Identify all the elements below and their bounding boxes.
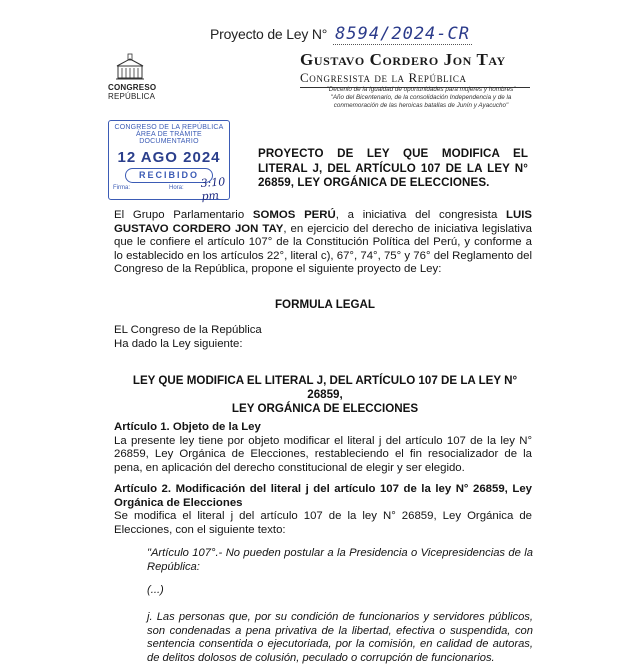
congreso-logo — [108, 52, 157, 101]
article-1 — [114, 421, 532, 475]
article-2-heading: Artículo 2. Modificación del literal j del artículo 107 de la ley N° 26859, Ley Orgánica de Elecciones — [114, 483, 532, 509]
article-2 — [114, 483, 532, 537]
stamp-handwritten-time: 3:10 pm — [200, 175, 226, 203]
quoted-ellipsis: (...) — [147, 584, 164, 596]
article-2-text: Se modifica el literal j del artículo 107 de la ley N° 26859, Ley Orgánica de Elecciones, con el siguiente texto: — [114, 510, 532, 536]
ley-title-line-2: LEY ORGÁNICA DE ELECCIONES — [231, 402, 419, 415]
ley-title-line-1: LEY QUE MODIFICA EL LITERAL J, DEL ARTÍCULO 107 DE LA LEY N° 26859, — [132, 374, 518, 401]
decenio-line-2: "Año del Bicentenario, de la consolidación Independencia y de la conmemoración de las heroicas batallas de Junín y Ayacucho" — [330, 94, 512, 109]
congreso-declaration — [114, 324, 532, 351]
quoted-article-intro: "Artículo 107°.- No pueden postular a la Presidencia o Vicepresidencias de la República: — [147, 547, 533, 573]
stamp-hora: Hora: — [169, 185, 184, 191]
member-header — [300, 50, 530, 88]
document-title: PROYECTO DE LEY QUE MODIFICA EL LITERAL J, DEL ARTÍCULO 107 DE LA LEY N° 26859, LEY ORGÁNICA DE ELECCIONES. — [258, 147, 528, 189]
intro-text-2: , a iniciativa del congresista — [335, 209, 507, 221]
intro-party: SOMOS PERÚ — [252, 209, 336, 221]
decenio-caption — [316, 86, 526, 110]
stamp-date: 12 AGO 2024 — [117, 149, 221, 166]
article-1-heading: Artículo 1. Objeto de la Ley — [114, 421, 261, 433]
stamp-line-1: CONGRESO DE LA REPÚBLICA — [114, 124, 224, 131]
intro-congresista: LUIS GUSTAVO CORDERO JON TAY — [114, 209, 532, 235]
member-role: Congresista de la República — [300, 70, 530, 88]
stamp-line-2: ÁREA DE TRÁMITE DOCUMENTARIO — [136, 131, 202, 145]
logo-text-republica: REPÚBLICA — [108, 92, 156, 101]
member-name: Gustavo Cordero Jon Tay — [300, 50, 506, 69]
congreso-line-1: EL Congreso de la República — [114, 324, 262, 336]
congreso-line-2: Ha dado la Ley siguiente: — [114, 337, 243, 350]
logo-text-congreso: CONGRESO — [108, 83, 157, 92]
ley-title — [120, 374, 530, 416]
congress-building-icon — [115, 52, 145, 82]
stamp-firma: Firma: — [113, 185, 130, 191]
article-1-text: La presente ley tiene por objeto modificar el literal j del artículo 107 de la ley N° 26859, Ley Orgánica de Elecciones, restableciendo el fin resocializador de la pena, en aplicación del derecho constitucional de elegir y ser elegido. — [114, 434, 532, 474]
stamp-recibido: RECIBIDO — [125, 168, 213, 183]
quoted-literal-j: j. Las personas que, por su condición de funcionarios y servidores públicos, son condenadas a pena privativa de la libertad, efectiva o suspendida, con sentencia consentida o ejecutoriada, por la comisión, en calidad de autoras, de delitos dolosos de colusión, peculado o corrupción de funcionarios. — [147, 611, 533, 664]
intro-paragraph — [114, 209, 532, 277]
decenio-line-1: "Decenio de la Igualdad de oportunidades para mujeres y hombres" — [326, 86, 516, 93]
proyecto-number: 8594/2024-CR — [335, 24, 470, 44]
proyecto-label: Proyecto de Ley N° — [210, 26, 328, 42]
intro-text-1: El Grupo Parlamentario — [114, 209, 253, 221]
intro-text-3: , en ejercicio del derecho de iniciativa legislativa que le confiere el artículo 107° de la Constitución Política del Perú, y conforme a lo establecido en los artículos 22°, literal c), 67°, 74°, 75° y 76° del Reglamento del Congreso de la República, propone el siguiente proyecto de Ley: — [114, 222, 532, 275]
proyecto-de-ley-line — [210, 24, 472, 45]
reception-stamp — [108, 120, 230, 203]
formula-legal-heading: FORMULA LEGAL — [274, 298, 376, 311]
